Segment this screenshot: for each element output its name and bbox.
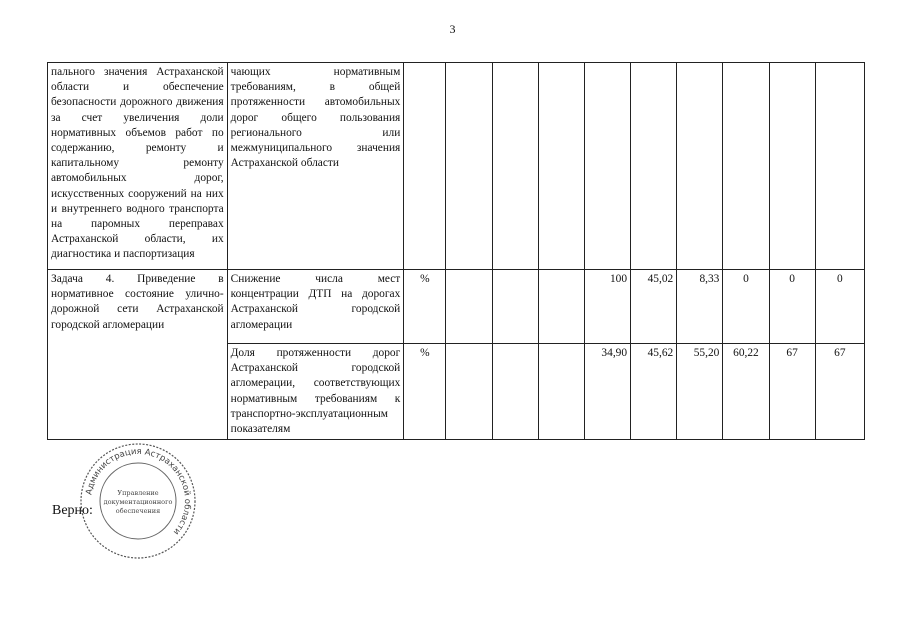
value-cell: 0 — [815, 270, 864, 344]
value-cell — [492, 63, 538, 270]
value-cell: 67 — [769, 344, 815, 440]
value-cell: 45,02 — [631, 270, 677, 344]
value-cell: 0 — [769, 270, 815, 344]
stamp-center-line: документационного — [103, 498, 173, 506]
page-number: 3 — [449, 22, 456, 36]
indicators-table — [47, 62, 865, 440]
value-cell: 100 — [584, 270, 630, 344]
official-stamp — [78, 441, 198, 561]
table-row — [48, 63, 865, 270]
value-cell — [538, 270, 584, 344]
value-cell — [492, 344, 538, 440]
value-cell: 0 — [723, 270, 769, 344]
value-cell — [584, 63, 630, 270]
value-cell — [815, 63, 864, 270]
task-cell: пального значения Астраханской области и обеспечение безопасности дорожного движения за счет увеличения доли нормативных объемов работ по содержанию, ремонту и капитальному ремонту автомобильных дорог, искусственных сооружений на них и внутреннего водного транспорта на паромных переправах Астраханской области, их диагностика и паспортизация — [48, 63, 228, 270]
value-cell: 67 — [815, 344, 864, 440]
value-cell — [538, 344, 584, 440]
value-cell — [446, 270, 492, 344]
stamp-center-line: Управление — [117, 489, 159, 497]
indicator-cell: Снижение числа мест концентрации ДТП на дорогах Астраханской городской агломерации — [227, 270, 404, 344]
table-row — [48, 270, 865, 344]
value-cell — [446, 63, 492, 270]
unit-cell — [404, 63, 446, 270]
value-cell — [677, 63, 723, 270]
indicator-cell: чающих нормативным требованиям, в общей протяженности автомобильных дорог общего пользования регионального или межмуниципального значения Астраханской области — [227, 63, 404, 270]
value-cell: 60,22 — [723, 344, 769, 440]
indicator-cell: Доля протяженности дорог Астраханской городской агломерации, соответствующих нормативным требованиям к транспортно-эксплуатационным показателям — [227, 344, 404, 440]
value-cell: 55,20 — [677, 344, 723, 440]
value-cell: 8,33 — [677, 270, 723, 344]
value-cell — [538, 63, 584, 270]
value-cell — [446, 344, 492, 440]
value-cell — [631, 63, 677, 270]
value-cell: 34,90 — [584, 344, 630, 440]
value-cell — [769, 63, 815, 270]
unit-cell: % — [404, 344, 446, 440]
value-cell: 45,62 — [631, 344, 677, 440]
stamp-ring-text: Администрация Астраханской области — [84, 446, 193, 537]
task-cell: Задача 4. Приведение в нормативное состояние улично-дорожной сети Астраханской городской агломерации — [48, 270, 228, 440]
value-cell — [492, 270, 538, 344]
signature-label: Верно: — [52, 503, 93, 518]
unit-cell: % — [404, 270, 446, 344]
value-cell — [723, 63, 769, 270]
stamp-center-line: обеспечения — [115, 507, 161, 515]
